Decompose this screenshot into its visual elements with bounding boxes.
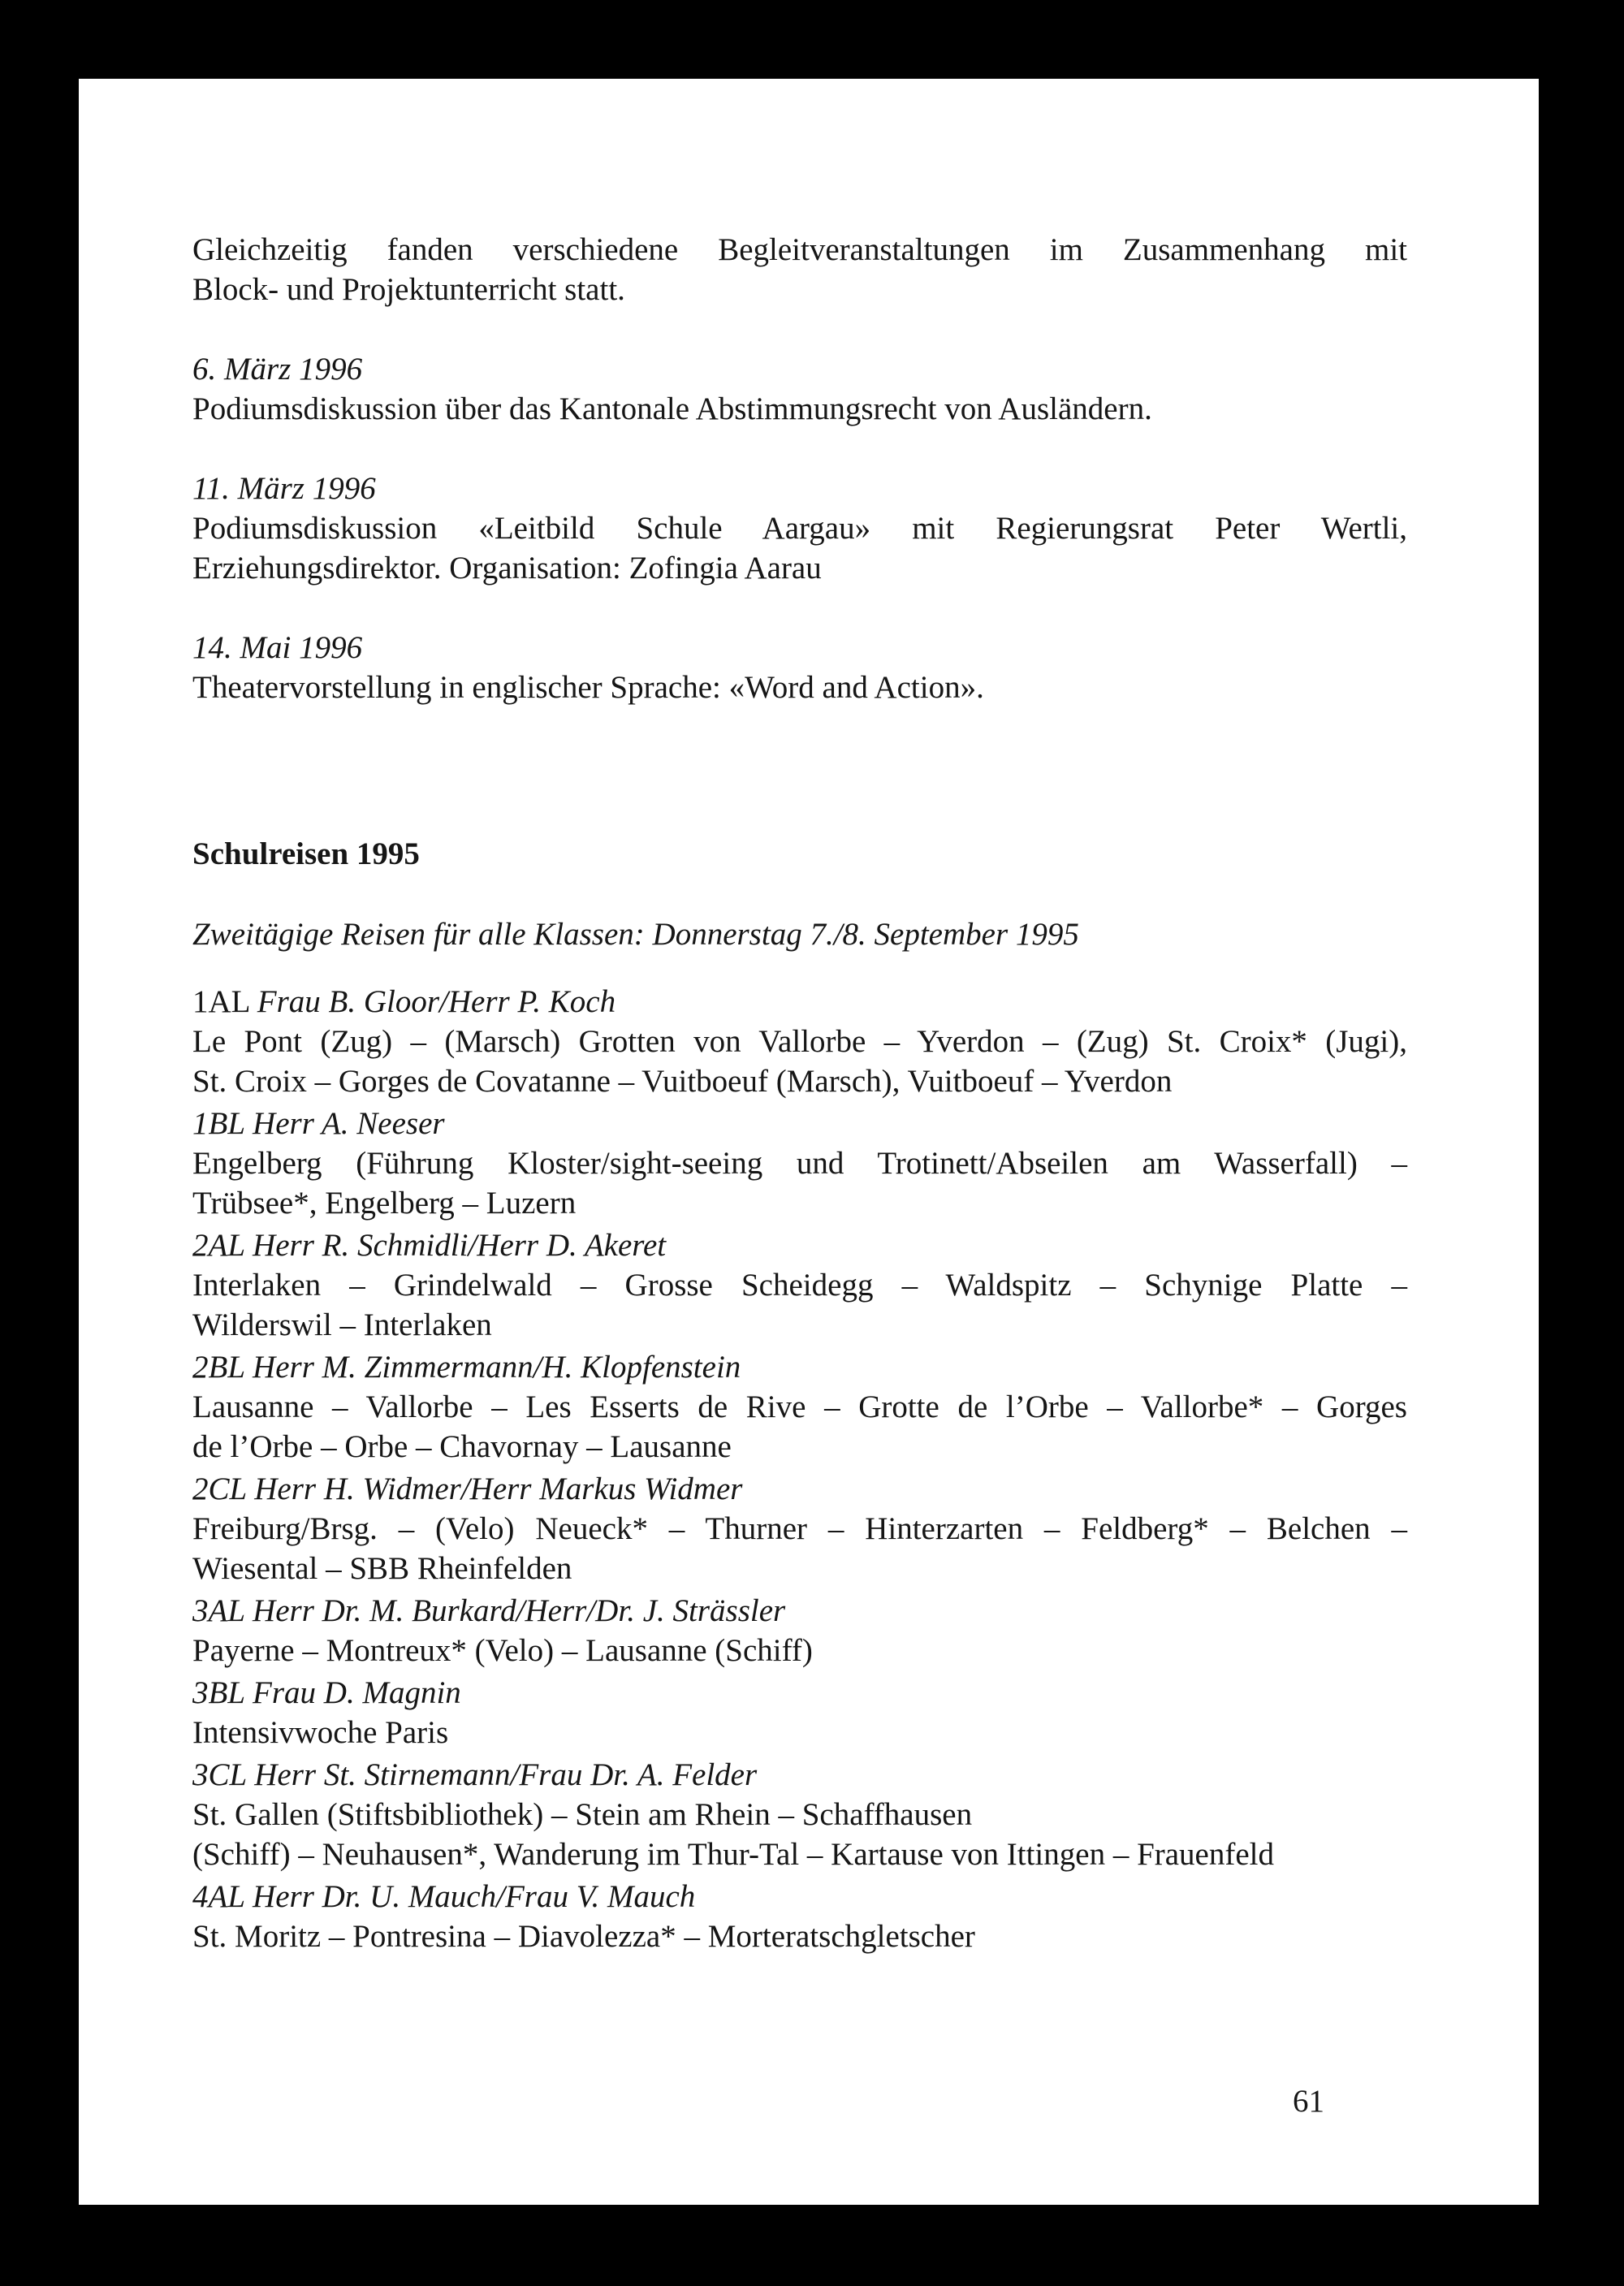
document-page	[79, 79, 1539, 2205]
trip-entry	[192, 1104, 1407, 1223]
trip-route: Wiesental – SBB Rheinfelden	[192, 1551, 572, 1586]
trip-entry	[192, 1755, 1407, 1874]
event-date: 6. März 1996	[192, 352, 363, 387]
trip-route: St. Gallen (Stiftsbibliothek) – Stein am Rhein – Schaffhausen	[192, 1797, 973, 1832]
teacher-names: 4AL Herr Dr. U. Mauch/Frau V. Mauch	[192, 1879, 696, 1914]
intro-line: Gleichzeitig fanden verschiedene Begleitveranstaltungen im Zusammenhang mit	[192, 232, 1407, 267]
event-description: Podiumsdiskussion «Leitbild Schule Aargau» mit Regierungsrat Peter Wertli,	[192, 511, 1407, 546]
trip-route: Freiburg/Brsg. – (Velo) Neueck* – Thurner – Hinterzarten – Feldberg* – Belchen –	[192, 1511, 1407, 1546]
teacher-names: 3CL Herr St. Stirnemann/Frau Dr. A. Felder	[192, 1757, 758, 1792]
trip-entry	[192, 1347, 1407, 1467]
trip-route: Engelberg (Führung Kloster/sight-seeing und Trotinett/Abseilen am Wasserfall) –	[192, 1146, 1407, 1181]
trip-entry	[192, 1877, 1407, 1956]
teacher-names: 3AL Herr Dr. M. Burkard/Herr/Dr. J. Strässler	[192, 1593, 786, 1628]
trip-route: Intensivwoche Paris	[192, 1715, 449, 1750]
trip-list	[192, 982, 1407, 1956]
trip-route: Le Pont (Zug) – (Marsch) Grotten von Vallorbe – Yverdon – (Zug) St. Croix* (Jugi),	[192, 1024, 1407, 1059]
teacher-names: 1BL Herr A. Neeser	[192, 1106, 445, 1141]
teacher-names: 2BL Herr M. Zimmermann/H. Klopfenstein	[192, 1350, 741, 1385]
section-heading: Schulreisen 1995	[192, 836, 420, 871]
trip-class-line	[192, 982, 1407, 1022]
trip-entry	[192, 982, 1407, 1101]
trip-route: (Schiff) – Neuhausen*, Wanderung im Thur-Tal – Kartause von Ittingen – Frauenfeld	[192, 1837, 1274, 1872]
event-description: Podiumsdiskussion über das Kantonale Abstimmungsrecht von Ausländern.	[192, 391, 1152, 426]
teacher-names: Frau B. Gloor/Herr P. Koch	[257, 984, 616, 1019]
trip-route: Interlaken – Grindelwald – Grosse Scheidegg – Waldspitz – Schynige Platte –	[192, 1268, 1407, 1303]
trip-route: Payerne – Montreux* (Velo) – Lausanne (Schiff)	[192, 1633, 813, 1668]
class-label: 1AL	[192, 984, 257, 1019]
trip-route: Lausanne – Vallorbe – Les Esserts de Rive – Grotte de l’Orbe – Vallorbe* – Gorges	[192, 1389, 1407, 1424]
page-content	[192, 230, 1407, 1959]
trip-entry	[192, 1469, 1407, 1588]
event-entry	[192, 469, 1407, 588]
intro-paragraph	[192, 230, 1407, 309]
page-number: 61	[1293, 2084, 1324, 2119]
event-entry	[192, 628, 1407, 707]
trip-entry	[192, 1591, 1407, 1670]
event-entry	[192, 349, 1407, 429]
event-date: 11. März 1996	[192, 471, 376, 506]
teacher-names: 2CL Herr H. Widmer/Herr Markus Widmer	[192, 1471, 743, 1506]
intro-line: Block- und Projektunterricht statt.	[192, 272, 625, 307]
teacher-names: 2AL Herr R. Schmidli/Herr D. Akeret	[192, 1228, 667, 1263]
trip-route: St. Croix – Gorges de Covatanne – Vuitboeuf (Marsch), Vuitboeuf – Yverdon	[192, 1064, 1173, 1099]
event-date: 14. Mai 1996	[192, 630, 363, 665]
trip-route: de l’Orbe – Orbe – Chavornay – Lausanne	[192, 1429, 732, 1464]
trip-route: Wilderswil – Interlaken	[192, 1307, 492, 1342]
trip-route: Trübsee*, Engelberg – Luzern	[192, 1186, 577, 1221]
trip-entry	[192, 1673, 1407, 1752]
section-subtitle: Zweitägige Reisen für alle Klassen: Donnerstag 7./8. September 1995	[192, 917, 1079, 952]
event-description: Erziehungsdirektor. Organisation: Zofingia Aarau	[192, 551, 822, 586]
teacher-names: 3BL Frau D. Magnin	[192, 1675, 461, 1710]
trip-route: St. Moritz – Pontresina – Diavolezza* – Morteratschgletscher	[192, 1919, 975, 1954]
event-description: Theatervorstellung in englischer Sprache: «Word and Action».	[192, 670, 984, 705]
trip-entry	[192, 1225, 1407, 1345]
